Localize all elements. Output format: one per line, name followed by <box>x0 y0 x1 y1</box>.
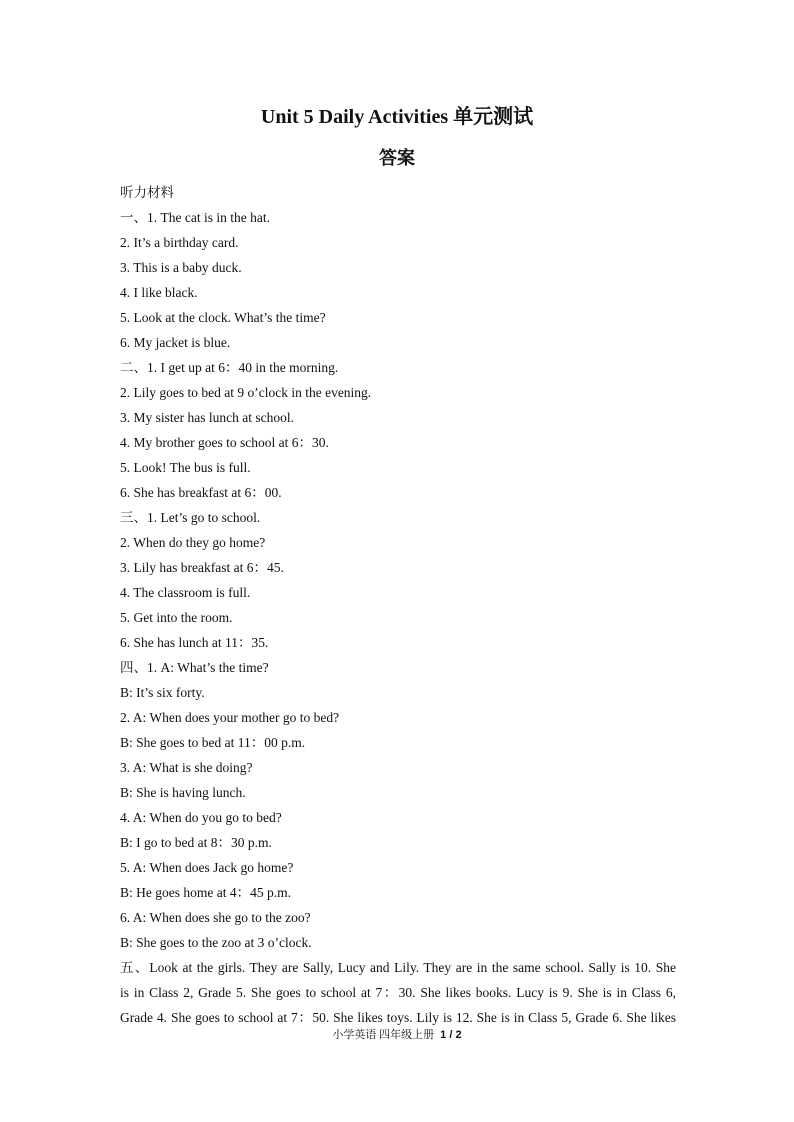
paragraph-line: 五、Look at the girls. They are Sally, Lucy and Lily. They are in the same school. Sally is 10. She <box>120 960 676 975</box>
text-line: 2. Lily goes to bed at 9 o’clock in the evening. <box>120 385 372 400</box>
answer-heading: 答案 <box>379 148 415 168</box>
text-line: 6. She has lunch at 11：35. <box>120 635 269 650</box>
text-line: 5. Get into the room. <box>120 610 233 625</box>
text-line: 6. My jacket is blue. <box>120 335 231 350</box>
text-line: B: She goes to bed at 11：00 p.m. <box>120 735 306 750</box>
answer-content <box>120 180 676 1030</box>
text-line: B: I go to bed at 8：30 p.m. <box>120 835 272 850</box>
text-line: 四、1. A: What’s the time? <box>120 660 269 675</box>
section-label-listening-material: 听力材料 <box>120 185 174 200</box>
text-line: 2. A: When does your mother go to bed? <box>120 710 340 725</box>
text-line: 一、1. The cat is in the hat. <box>120 210 270 225</box>
text-line: 2. When do they go home? <box>120 535 266 550</box>
text-line: 4. The classroom is full. <box>120 585 251 600</box>
text-line: 5. A: When does Jack go home? <box>120 860 294 875</box>
text-line: 4. My brother goes to school at 6：30. <box>120 435 329 450</box>
text-line: B: It’s six forty. <box>120 685 205 700</box>
text-line: 3. This is a baby duck. <box>120 260 242 275</box>
page-footer <box>0 1026 794 1044</box>
text-line: 4. A: When do you go to bed? <box>120 810 282 825</box>
document-title: Unit 5 Daily Activities 单元测试 <box>260 106 534 128</box>
text-line: B: He goes home at 4：45 p.m. <box>120 885 291 900</box>
text-line: B: She goes to the zoo at 3 o’clock. <box>120 935 312 950</box>
text-line: 3. A: What is she doing? <box>120 760 253 775</box>
text-line: 6. A: When does she go to the zoo? <box>120 910 311 925</box>
text-line: 6. She has breakfast at 6：00. <box>120 485 282 500</box>
footer-book-label: 小学英语 四年级上册 <box>332 1029 435 1041</box>
text-line: 二、1. I get up at 6：40 in the morning. <box>120 360 339 375</box>
paragraph-line: is in Class 2, Grade 5. She goes to school at 7：30. She likes books. Lucy is 9. She is in Class 6, <box>120 985 676 1000</box>
text-line: B: She is having lunch. <box>120 785 246 800</box>
page-number: 1 / 2 <box>440 1029 462 1041</box>
text-line: 5. Look at the clock. What’s the time? <box>120 310 326 325</box>
text-line: 2. It’s a birthday card. <box>120 235 239 250</box>
text-line: 3. My sister has lunch at school. <box>120 410 294 425</box>
text-line: 4. I like black. <box>120 285 198 300</box>
paragraph-line: Grade 4. She goes to school at 7：50. She likes toys. Lily is 12. She is in Class 5, Grade 6. She likes <box>120 1010 676 1025</box>
text-line: 3. Lily has breakfast at 6：45. <box>120 560 284 575</box>
text-line: 5. Look! The bus is full. <box>120 460 251 475</box>
text-line: 三、1. Let’s go to school. <box>120 510 261 525</box>
